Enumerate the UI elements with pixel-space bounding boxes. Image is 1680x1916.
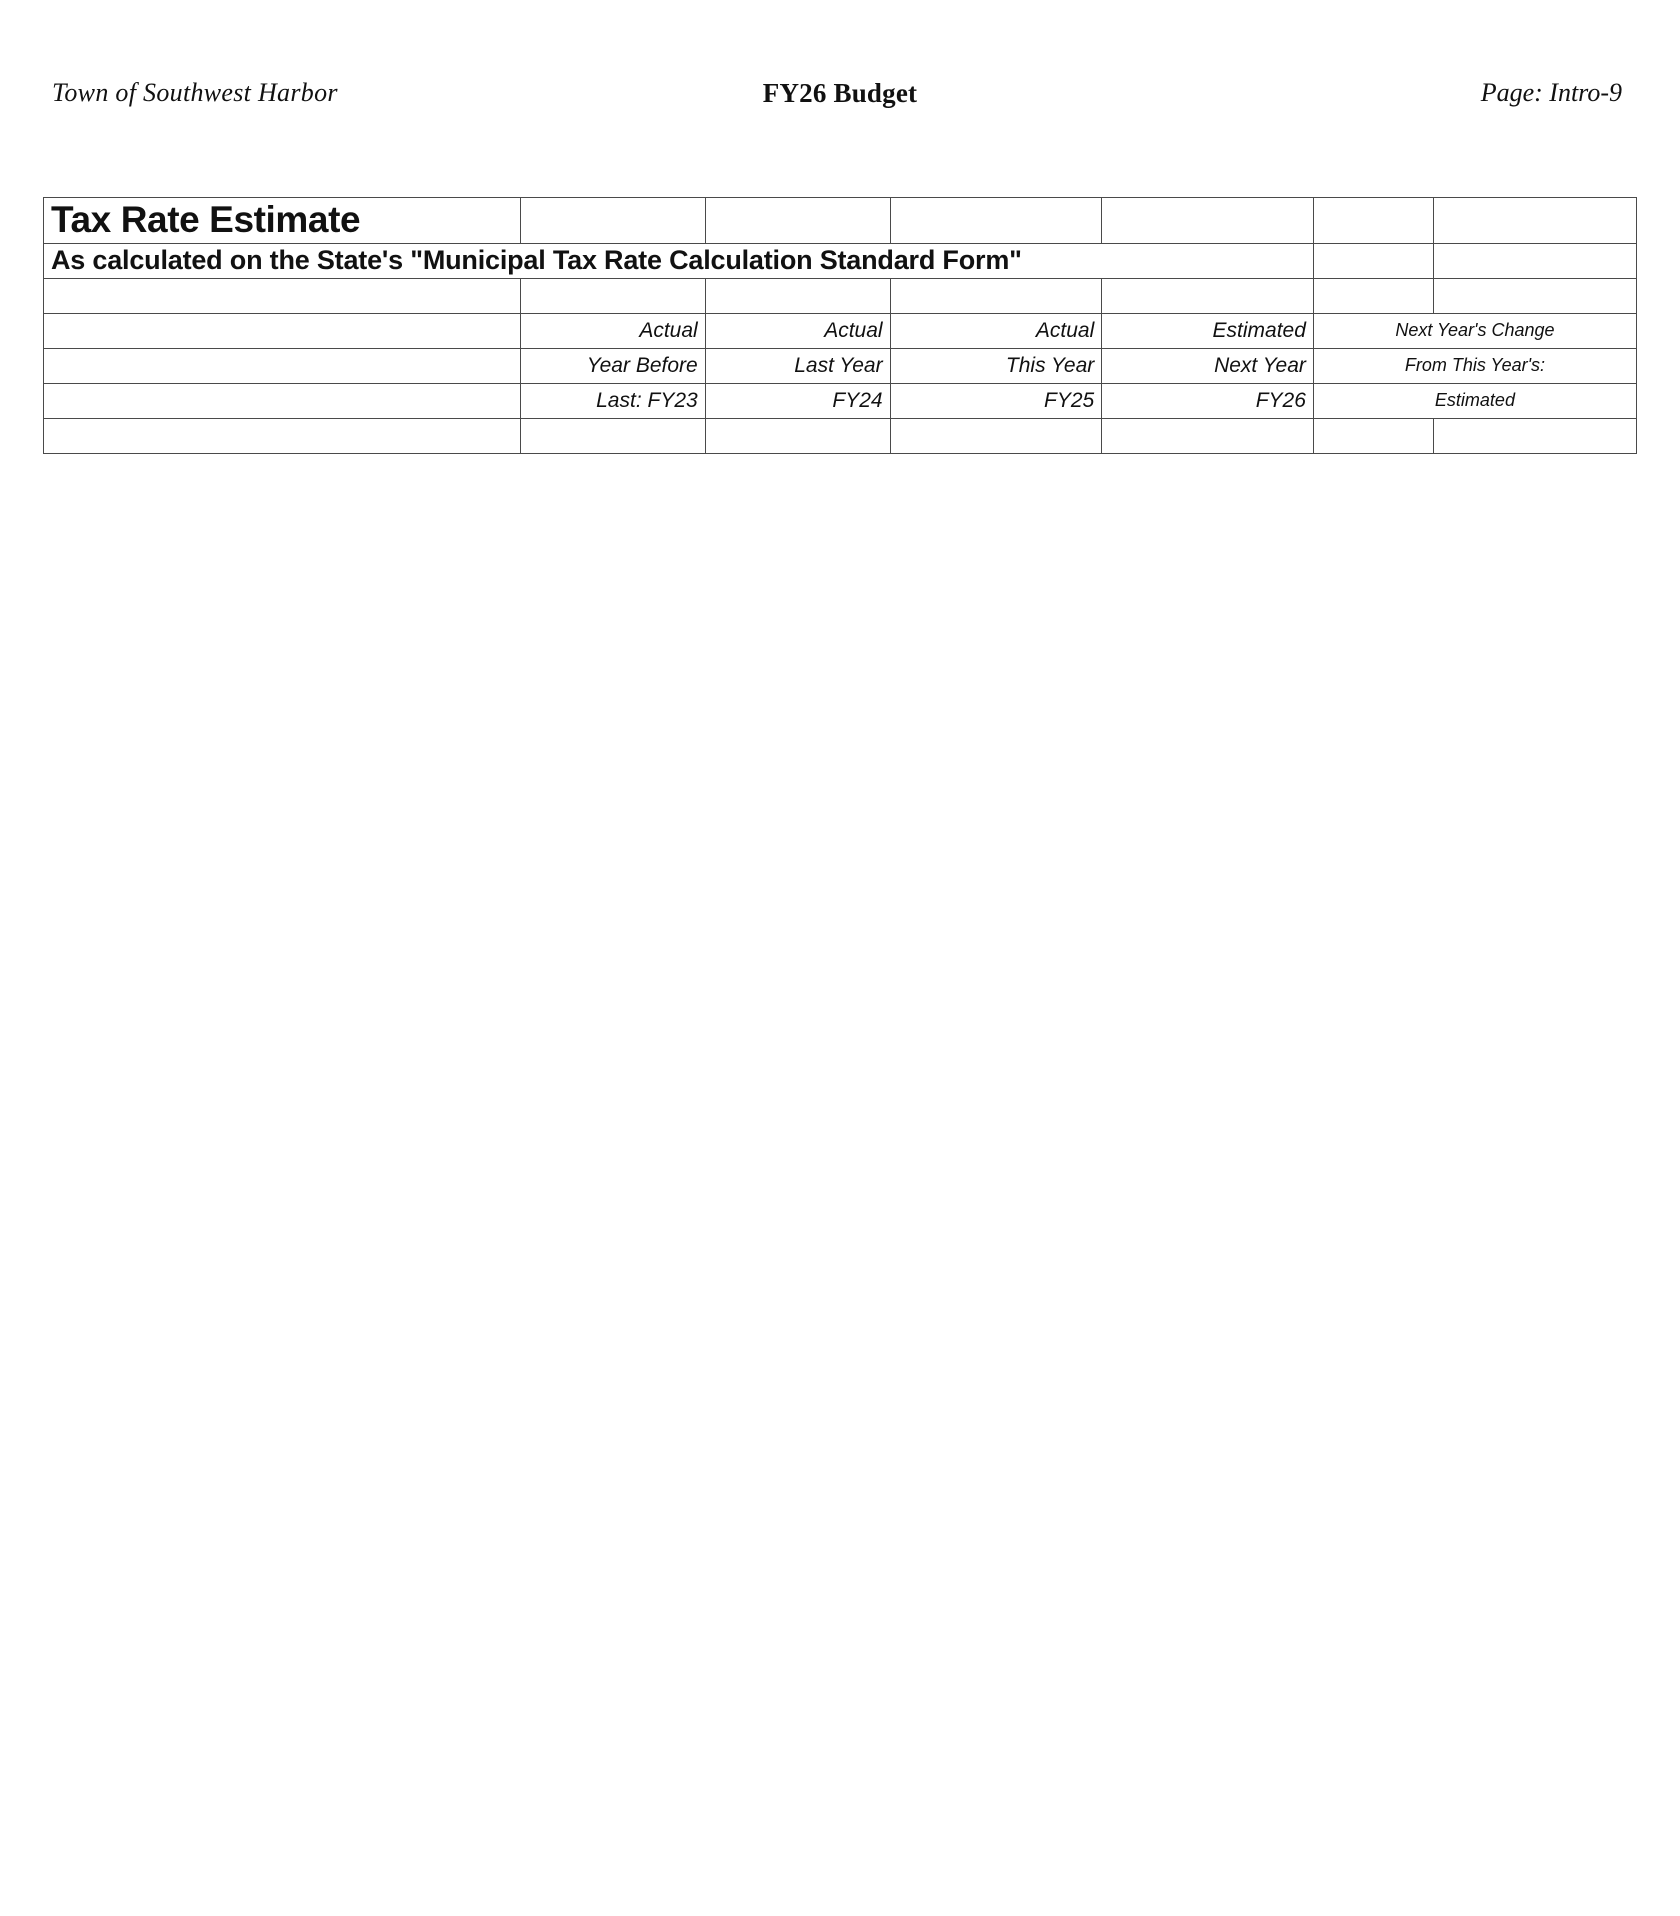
spacer-row-top — [44, 279, 1637, 314]
spacer-cell — [890, 419, 1102, 454]
document-title: FY26 Budget — [762, 78, 918, 108]
spacer-cell — [1102, 419, 1314, 454]
spacer-cell — [520, 419, 705, 454]
column-header-row-3 — [44, 384, 1637, 419]
header-fy25-kind: Actual — [890, 314, 1102, 349]
header-change-line3: Estimated — [1313, 384, 1636, 419]
title-spacer-2 — [705, 198, 890, 244]
title-spacer-4 — [1102, 198, 1314, 244]
table-body — [44, 198, 1637, 454]
spacer-cell — [1434, 419, 1637, 454]
header-fy24-kind: Actual — [705, 314, 890, 349]
header-fy26-year: FY26 — [1102, 384, 1314, 419]
page-header — [0, 78, 1680, 124]
header-fy23-when: Year Before — [520, 349, 705, 384]
spacer-cell — [44, 419, 521, 454]
header-fy23-year: Last: FY23 — [520, 384, 705, 419]
spacer-cell — [890, 279, 1102, 314]
tax-rate-estimate-sheet — [43, 197, 1637, 454]
subtitle-spacer-1 — [1313, 244, 1433, 279]
title-spacer-6 — [1434, 198, 1637, 244]
document-owner: Town of Southwest Harbor — [52, 78, 338, 107]
header-blank-3 — [44, 384, 521, 419]
table-title: Tax Rate Estimate — [44, 198, 521, 244]
title-spacer-5 — [1313, 198, 1433, 244]
subtitle-spacer-2 — [1434, 244, 1637, 279]
spacer-cell — [1434, 279, 1637, 314]
header-fy26-when: Next Year — [1102, 349, 1314, 384]
header-fy24-year: FY24 — [705, 384, 890, 419]
spacer-cell — [1313, 419, 1433, 454]
spacer-cell — [44, 279, 521, 314]
header-blank-2 — [44, 349, 521, 384]
title-spacer-1 — [520, 198, 705, 244]
header-fy26-kind: Estimated — [1102, 314, 1314, 349]
spacer-cell — [1313, 279, 1433, 314]
table-subtitle: As calculated on the State's "Municipal Tax Rate Calculation Standard Form" — [44, 244, 1314, 279]
header-change-line1: Next Year's Change — [1313, 314, 1636, 349]
column-header-row-2 — [44, 349, 1637, 384]
spacer-cell — [520, 279, 705, 314]
header-fy23-kind: Actual — [520, 314, 705, 349]
header-fy24-when: Last Year — [705, 349, 890, 384]
tax-rate-estimate-table — [43, 197, 1637, 454]
table-title-row — [44, 198, 1637, 244]
spacer-cell — [705, 419, 890, 454]
page-number: Page: Intro-9 — [1480, 78, 1622, 107]
header-change-line2: From This Year's: — [1313, 349, 1636, 384]
spacer-cell — [1102, 279, 1314, 314]
header-fy25-year: FY25 — [890, 384, 1102, 419]
title-spacer-3 — [890, 198, 1102, 244]
header-fy25-when: This Year — [890, 349, 1102, 384]
column-header-row-1 — [44, 314, 1637, 349]
table-subtitle-row — [44, 244, 1637, 279]
spacer-row-after-headers — [44, 419, 1637, 454]
header-blank-1 — [44, 314, 521, 349]
spacer-cell — [705, 279, 890, 314]
